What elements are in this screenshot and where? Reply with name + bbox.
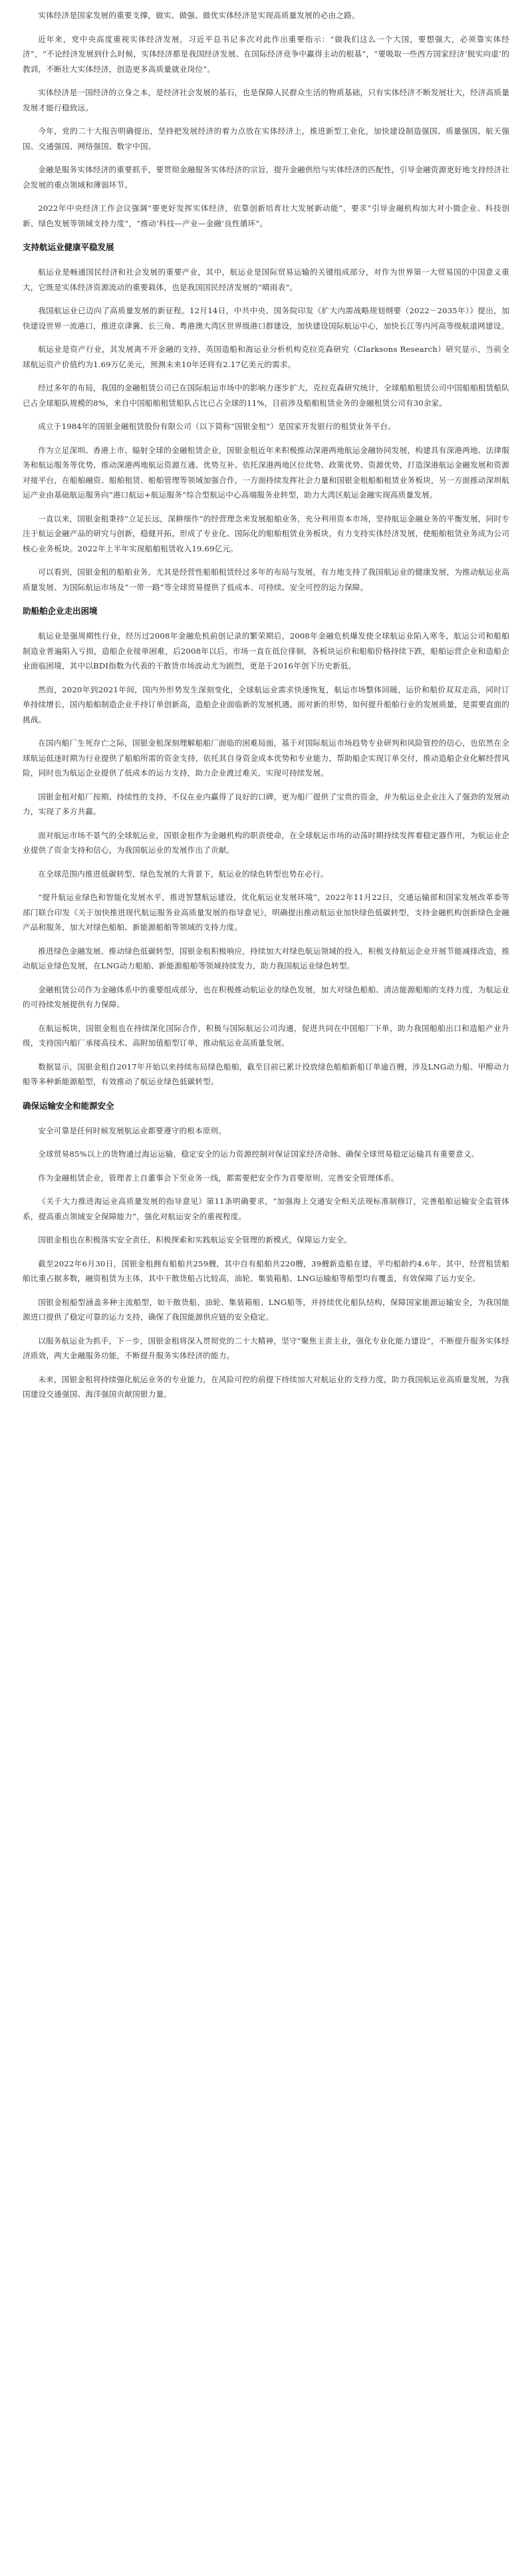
article-paragraph: 近年来，党中央高度重视实体经济发展，习近平总书记多次对此作出重要指示：“做我们这么一个大国，要想强大，必须靠实体经济”，“不论经济发展到什么时候，实体经济都是我国经济发展、在国际经济竞争中赢得主动的根基”，“要吸取一些西方国家经济‘脱实向虚’的教训，不断壮大实体经济，创造更多高质量就业岗位”。 (23, 34, 509, 74)
article-paragraph: 航运业是畅通国民经济和社会发展的重要产业，其中，航运业是国际贸易运输的关键组成部分，对作为世界第一大贸易国的中国意义重大，它既是实体经济资源流动的重要载体，也是我国国民经济发展的“晴雨表”。 (23, 267, 509, 292)
article-paragraph: 金融租赁公司作为金融体系中的重要组成部分，也在积极推动航运业的绿色发展，加大对绿色船舶、清洁能源船舶的支持力度，为航运业的可持续发展提供有力保障。 (23, 984, 509, 1009)
article-paragraph: 面对航运市场不景气的全球航运业，国银金租作为金融机构的职责使命，在全球航运市场的动荡时期持续发挥着稳定器作用，为航运业企业提供了资金支持和信心，为我国航运业的发展作出了贡献。 (23, 830, 509, 855)
article-paragraph: 未来，国银金租将持续强化航运业务的专业能力，在风险可控的前提下持续加大对航运业的支持力度，助力我国航运业高质量发展，为我国建设交通强国、海洋强国贡献国银力量。 (23, 1374, 509, 1399)
article-paragraph: 数据显示，国银金租自2017年开始以来持续布局绿色船舶，截至目前已累计投放绿色船舶新船订单逾百艘，涉及LNG动力船、甲醇动力船等多种新能源船型，有效推动了航运业绿色低碳转型。 (23, 1062, 509, 1086)
article-paragraph: 航运业是资产行业，其发展离不开金融的支持，英国造船和海运业分析机构克拉克森研究（Clarksons Research）研究显示，当前全球航运资产价值约为1.69万亿美元，预测未来10年还将有2.17亿美元的需求。 (23, 345, 509, 369)
article-paragraph: 航运业是强周期性行业，经历过2008年金融危机前创记录的繁荣期后，2008年金融危机爆发使全球航运业陷入寒冬，航运公司和船舶制造业普遍陷入亏损，造船企业接单困难，后2008年以后，市场一直在低位徘徊，各板块运价和船舶价格持续下跌，船舶运营企业和造船企业面临困境，其中以BDI指数为代表的干散货市场波动尤为剧烈，更是于2016年创下历史新低。 (23, 631, 509, 670)
article-paragraph: 在国内船厂生死存亡之际，国银金租深刻理解船舶厂面临的困难局面，基于对国际航运市场趋势专业研判和风险管控的信心，也依然在全球航运低迷时期为行业提供了船舶所需的资金支持，依托其自身资金成本优势和专业能力，帮助船企实现订单交付，推动造船企业化解经营风险，同时也为航运企业提供了低成本的运力支持，助力企业渡过难关，实现可持续发展。 (23, 738, 509, 778)
article-paragraph: 国银金租对船厂按期、持续性的支持，不仅在业内赢得了良好的口碑，更为船厂提供了宝贵的资金，并为航运业企业注入了强劲的发展动力，实现了多方共赢。 (23, 791, 509, 816)
article-paragraph: 推进绿色金融发展、推动绿色低碳转型，国银金租积极响应，持续加大对绿色航运领域的投入，积极支持航运企业开展节能减排改造，推动航运业绿色发展，在LNG动力船舶、新能源船舶等领域持续发力，助力我国航运业绿色转型。 (23, 946, 509, 970)
article-paragraph: 截至2022年6月30日，国银金租拥有船舶共259艘，其中自有船舶共220艘，39艘新造船在建，平均船龄约4.6年。其中，经营租赁船舶比重占据多数，融资租赁为主体，其中干散货船占比较高，油轮、集装箱船、LNG运输船等船型均有覆盖，有效保障了运力安全。 (23, 1258, 509, 1283)
article-paragraph: “提升航运业绿色和智能化发展水平，推进智慧航运建设，优化航运业发展环境”，2022年11月22日，交通运输部和国家发展改革委等部门联合印发《关于加快推进现代航运服务业高质量发展的指导意见》，明确提出推动航运业加快绿色低碳转型，支持金融机构创新绿色金融产品和服务，加大对绿色船舶、新能源船舶等领域的支持力度。 (23, 893, 509, 932)
article-paragraph: 作为立足深圳、香港上市、辐射全球的金融租赁企业，国银金租近年来积极推动深港两地航运金融协同发展，构建具有深港两地、法律服务和航运服务等优势，推动深港两地航运资源互通、优势互补。依托深港两地区位优势、政策优势、资源优势，打造深港航运金融发展和资源对接平台，在船舶融资、船舶租赁、船舶管理等领域加强合作，一方面持续发挥社会力量和国银金租船舶租赁业务板块，另一方面推动深圳航运产业由基础航运服务向“港口航运+航运服务”综合型航运中心高端服务业转型，助力大湾区航运金融实现高质量发展。 (23, 445, 509, 500)
article-paragraph: 成立于1984年的国银金融租赁股份有限公司（以下简称“国银金租”）是国家开发银行的租赁业务平台。 (38, 422, 396, 431)
article-paragraph: 以服务航运业为抓手，下一步，国银金租将深入贯彻党的二十大精神，坚守“聚焦主责主业，强化专业化能力建设”，不断提升服务实体经济质效，两大金融服务功能，不断提升服务实体经济的能力。 (23, 1336, 509, 1360)
article-paragraph: 实体经济是国家发展的重要支撑，做实、做强、做优实体经济是实现高质量发展的必由之路。 (38, 11, 360, 20)
article-paragraph: 国银金租船型涵盖多种主流船型，如干散货船、油轮、集装箱船、LNG船等，并持续优化船队结构，保障国家能源运输安全，为我国能源进口提供了稳定可靠的运力支持，确保了我国能源供应链的安全稳定。 (23, 1297, 509, 1322)
article-paragraph: 安全可靠是任何时候发展航运业都要遵守的根本原则。 (38, 1125, 227, 1135)
article-paragraph: 我国航运业已迈向了高质量发展的新征程。12月14日，中共中央、国务院印发《扩大内需战略规划纲要（2022－2035年）》提出，加快建设世界一流港口，推进京津冀、长三角、粤港澳大湾区世界级港口群建设，加快建设国际航运中心，加快长江等内河高等级航道网建设。 (23, 306, 509, 331)
article-paragraph: 在全球范围内推进低碳转型、绿色发展的大背景下，航运业的绿色转型也势在必行。 (38, 869, 329, 879)
article-paragraph: 全球贸易85%以上的货物通过海运运输，稳定安全的运力资源控制对保证国家经济命脉、确保全球贸易稳定运输具有重要意义。 (38, 1149, 479, 1159)
article-paragraph: 在航运板块，国银金租也在持续深化国际合作，积极与国际航运公司沟通，促进共同在中国船厂下单，助力我国船舶出口和造船产业升级，支持国内船厂承接高技术、高附加值船型订单，推动航运业高质量发展。 (23, 1023, 509, 1048)
article-paragraph: 金融是服务实体经济的重要抓手，要贯彻金融服务实体经济的宗旨，提升金融供给与实体经济的匹配性，引导金融资源更好地支持经济社会发展的重点领域和薄弱环节。 (23, 165, 509, 190)
article-paragraph: 2022年中央经济工作会议强调“要更好发挥实体经济，依靠创新培育壮大发展新动能”，要求“引导金融机构加大对小微企业、科技创新、绿色发展等领域支持力度”，“推动‘科技—产业—金融’良性循环”。 (23, 204, 509, 228)
article-paragraph: 《关于大力推进海运业高质量发展的指导意见》第11条明确要求，“加强海上交通安全相关法规标准制修订，完善船舶运输安全监管体系，提高重点领域安全保障能力”，强化对航运安全的重视程度。 (23, 1197, 509, 1221)
section-heading: 支持航运业健康平稳发展 (23, 242, 114, 252)
article-paragraph: 作为金融租赁企业，管理者上自董事会下至业务一线，都需要把安全作为首要原则，完善安全管理体系。 (38, 1173, 399, 1183)
article-paragraph: 可以看到，国银金租的船舶业务，尤其是经营性船舶租赁经过多年的布局与发展，有力地支持了我国航运业的健康发展，为推动航运业高质量发展、为国际航运市场及“一带一路”等全球贸易提供了低成本、可持续、安全可控的运力保障。 (23, 567, 509, 592)
section-heading: 助船舶企业走出困境 (23, 606, 98, 616)
article-paragraph: 实体经济是一国经济的立身之本，是经济社会发展的基石，也是保障人民群众生活的物质基础，只有实体经济不断发展壮大，经济高质量发展才能行稳致远。 (23, 88, 509, 112)
section-heading: 确保运输安全和能源安全 (23, 1100, 114, 1111)
article-paragraph: 今年，党的二十大报告明确提出，坚持把发展经济的着力点放在实体经济上，推进新型工业化，加快建设制造强国、质量强国、航天强国、交通强国、网络强国、数字中国。 (23, 126, 509, 151)
article-paragraph: 然而，2020年到2021年间，国内外形势发生深刻变化，全球航运业需求快速恢复，航运市场整体回暖，运价和船价双双走高，同时订单持续增长，国内船舶制造企业手持订单创新高，造船企业面临新的发展机遇。面对新的形势，如何提升船舶行业的发展质量，是需要直面的挑战。 (23, 684, 509, 724)
article-paragraph: 国银金租也在积极落实安全责任，积极探索和实践航运安全管理的新模式，保障运力安全。 (38, 1235, 352, 1244)
article-paragraph: 一直以来，国银金租秉持“立足长远，深耕细作”的经营理念来发展船舶业务，充分利用资本市场，坚持航运金融业务的平衡发展，同时专注于航运金融产品的研究与创新，稳健开拓，形成了专业化、国际化的船舶租赁业务板块，有力支持实体经济发展，使船舶租赁业务成为公司核心业务板块。2022年上半年实现船舶租赁收入19.69亿元。 (23, 513, 509, 553)
article-paragraph: 经过多年的布局，我国的金融租赁公司已在国际航运市场中的影响力逐步扩大，克拉克森研究统计，全球船舶租赁公司中国船舶租赁船队已占全球船队规模的8%，来自中国船舶租赁船队占比已占全球的11%，目前涉及船舶租赁业务的金融租赁公司有30余家。 (23, 383, 509, 408)
